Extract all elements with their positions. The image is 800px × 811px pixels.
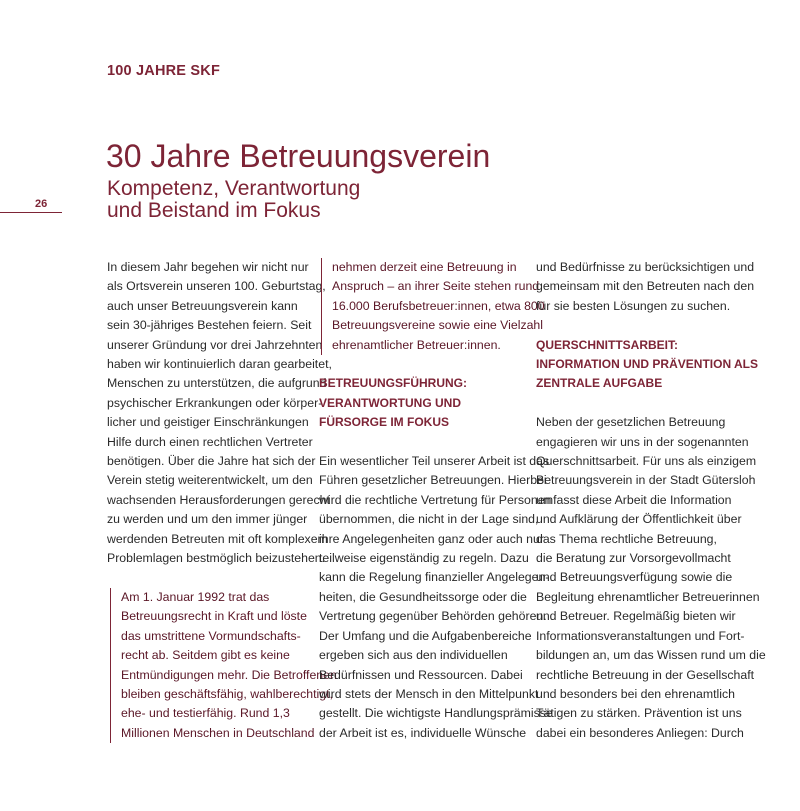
text-line: Vertretung gegenüber Behörden gehören. bbox=[319, 609, 547, 624]
paragraph-spacer bbox=[319, 355, 529, 374]
text-line: 16.000 Berufsbetreuer:innen, etwa 800 bbox=[332, 298, 545, 313]
text-line: nehmen derzeit eine Betreuung in bbox=[332, 260, 517, 274]
text-line: wachsenden Herausforderungen gerecht bbox=[107, 492, 330, 507]
text-line: heiten, die Gesundheitssorge oder die bbox=[319, 589, 527, 604]
text-line: teilweise eigenständig zu regeln. Dazu bbox=[319, 551, 529, 566]
text-line: Betreuungsverein in der Stadt Gütersloh bbox=[536, 473, 756, 488]
text-line: Betreuungsrecht in Kraft und löste bbox=[121, 609, 307, 624]
text-line: In diesem Jahr begehen wir nicht nur bbox=[107, 260, 309, 274]
page-number-rule bbox=[0, 212, 62, 213]
text-line: bildungen an, um das Wissen rund um die bbox=[536, 648, 766, 663]
text-line: ehrenamtlicher Betreuer:innen. bbox=[332, 337, 501, 352]
section-heading bbox=[536, 336, 758, 394]
text-line: werdenden Betreuten mit oft komplexem bbox=[107, 531, 328, 546]
text-line: Millionen Menschen in Deutschland bbox=[121, 725, 315, 740]
text-line: Hilfe durch einen rechtlichen Vertreter bbox=[107, 434, 313, 449]
highlight-quote bbox=[321, 258, 545, 355]
text-line: INFORMATION UND PRÄVENTION ALS bbox=[536, 357, 758, 372]
text-line: und Betreuer. Regelmäßig bieten wir bbox=[536, 609, 736, 624]
text-line: ehe- und testierfähig. Rund 1,3 bbox=[121, 706, 290, 721]
text-line: Informationsveranstaltungen und Fort- bbox=[536, 628, 745, 643]
text-line: ergeben sich aus den individuellen bbox=[319, 648, 508, 663]
text-line: wird stets der Mensch in den Mittelpunkt bbox=[319, 686, 539, 701]
text-line: ihre Angelegenheiten ganz oder auch nur bbox=[319, 531, 544, 546]
text-line: ZENTRALE AUFGABE bbox=[536, 376, 663, 391]
text-line: als Ortsverein unseren 100. Geburtstag, bbox=[107, 279, 326, 294]
text-line: rechtliche Betreuung in der Gesellschaft bbox=[536, 667, 755, 682]
text-line: BETREUUNGSFÜHRUNG: bbox=[319, 376, 467, 391]
text-line: Verein stetig weiterentwickelt, um den bbox=[107, 473, 313, 488]
text-line: dabei ein besonderes Anliegen: Durch bbox=[536, 725, 744, 740]
text-line: VERANTWORTUNG UND bbox=[319, 395, 461, 410]
text-column-2 bbox=[319, 258, 553, 743]
page-number: 26 bbox=[35, 198, 48, 210]
text-line: Neben der gesetzlichen Betreuung bbox=[536, 415, 726, 430]
text-column-3 bbox=[536, 258, 766, 743]
text-line: übernommen, die nicht in der Lage sind, bbox=[319, 512, 539, 527]
text-line: der Arbeit ist es, individuelle Wünsche bbox=[319, 725, 527, 740]
paragraph-spacer bbox=[107, 569, 312, 588]
text-line: Am 1. Januar 1992 trat das bbox=[121, 589, 270, 604]
text-line: Bedürfnissen und Ressourcen. Dabei bbox=[319, 667, 523, 682]
text-line: FÜRSORGE IM FOKUS bbox=[319, 415, 450, 430]
text-line: gestellt. Die wichtigste Handlungsprämisse bbox=[319, 706, 553, 721]
text-line: Tätigen zu stärken. Prävention ist uns bbox=[536, 706, 742, 721]
body-paragraph bbox=[319, 452, 553, 743]
text-line: recht ab. Seitdem gibt es keine bbox=[121, 648, 290, 663]
text-line: und Aufklärung der Öffentlichkeit über bbox=[536, 512, 742, 527]
text-line: unserer Gründung vor drei Jahrzehnten bbox=[107, 337, 323, 352]
page-subtitle bbox=[107, 178, 360, 222]
paragraph-spacer bbox=[536, 394, 746, 413]
text-line: das Thema rechtliche Betreuung, bbox=[536, 531, 717, 546]
text-line: und Bedürfnisse zu berücksichtigen und bbox=[536, 260, 755, 274]
text-line: wird die rechtliche Vertretung für Personen bbox=[319, 492, 552, 507]
text-line: Der Umfang und die Aufgabenbereiche bbox=[319, 628, 532, 643]
text-line: Problemlagen bestmöglich beizustehen. bbox=[107, 551, 326, 566]
section-heading bbox=[319, 374, 529, 432]
text-line: psychischer Erkrankungen oder körper- bbox=[107, 395, 323, 410]
text-line: Anspruch – an ihrer Seite stehen rund bbox=[332, 279, 540, 294]
text-line: gemeinsam mit den Betreuten nach den bbox=[536, 279, 755, 294]
text-line: QUERSCHNITTSARBEIT: bbox=[536, 337, 679, 352]
text-line: Entmündigungen mehr. Die Betroffenen bbox=[121, 667, 337, 682]
text-line: für sie besten Lösungen zu suchen. bbox=[536, 298, 731, 313]
text-column-1 bbox=[107, 258, 337, 743]
intro-paragraph bbox=[107, 258, 332, 569]
highlight-quote bbox=[110, 588, 337, 743]
subtitle-line: Kompetenz, Verantwortung bbox=[107, 177, 361, 200]
text-line: haben wir kontinuierlich daran gearbeitet, bbox=[107, 357, 332, 372]
text-line: benötigen. Über die Jahre hat sich der bbox=[107, 454, 316, 469]
text-line: die Beratung zur Vorsorgevollmacht bbox=[536, 551, 731, 566]
paragraph-spacer bbox=[319, 433, 529, 452]
text-line: auch unser Betreuungsverein kann bbox=[107, 298, 298, 313]
text-line: umfasst diese Arbeit die Information bbox=[536, 492, 732, 507]
text-line: engagieren wir uns in der sogenannten bbox=[536, 434, 749, 449]
text-line: Betreuungsvereine sowie eine Vielzahl bbox=[332, 318, 544, 333]
text-line: kann die Regelung finanzieller Angelegen- bbox=[319, 570, 550, 585]
text-line: Führen gesetzlicher Betreuungen. Hierbei bbox=[319, 473, 547, 488]
paragraph-spacer bbox=[536, 316, 746, 335]
text-line: Begleitung ehrenamtlicher Betreuerinnen bbox=[536, 589, 760, 604]
text-line: und Betreuungsverfügung sowie die bbox=[536, 570, 733, 585]
subtitle-line: und Beistand im Fokus bbox=[107, 199, 321, 222]
text-line: und besonders bei den ehrenamtlich bbox=[536, 686, 735, 701]
text-line: licher und geistiger Einschränkungen bbox=[107, 415, 309, 430]
text-line: Menschen zu unterstützen, die aufgrund bbox=[107, 376, 327, 391]
text-line: das umstrittene Vormundschafts- bbox=[121, 628, 301, 643]
text-line: zu werden und um den immer jünger bbox=[107, 512, 308, 527]
page-title: 30 Jahre Betreuungsverein bbox=[106, 138, 491, 174]
text-line: sein 30-jähriges Bestehen feiern. Seit bbox=[107, 318, 312, 333]
text-line: Querschnittsarbeit. Für uns als einzigem bbox=[536, 454, 757, 469]
text-line: Ein wesentlicher Teil unserer Arbeit ist das bbox=[319, 454, 550, 469]
section-label: 100 JAHRE SKF bbox=[107, 63, 220, 79]
intro-paragraph bbox=[536, 258, 755, 316]
text-line: bleiben geschäftsfähig, wahlberechtigt, bbox=[121, 686, 333, 701]
body-paragraph bbox=[536, 413, 766, 743]
